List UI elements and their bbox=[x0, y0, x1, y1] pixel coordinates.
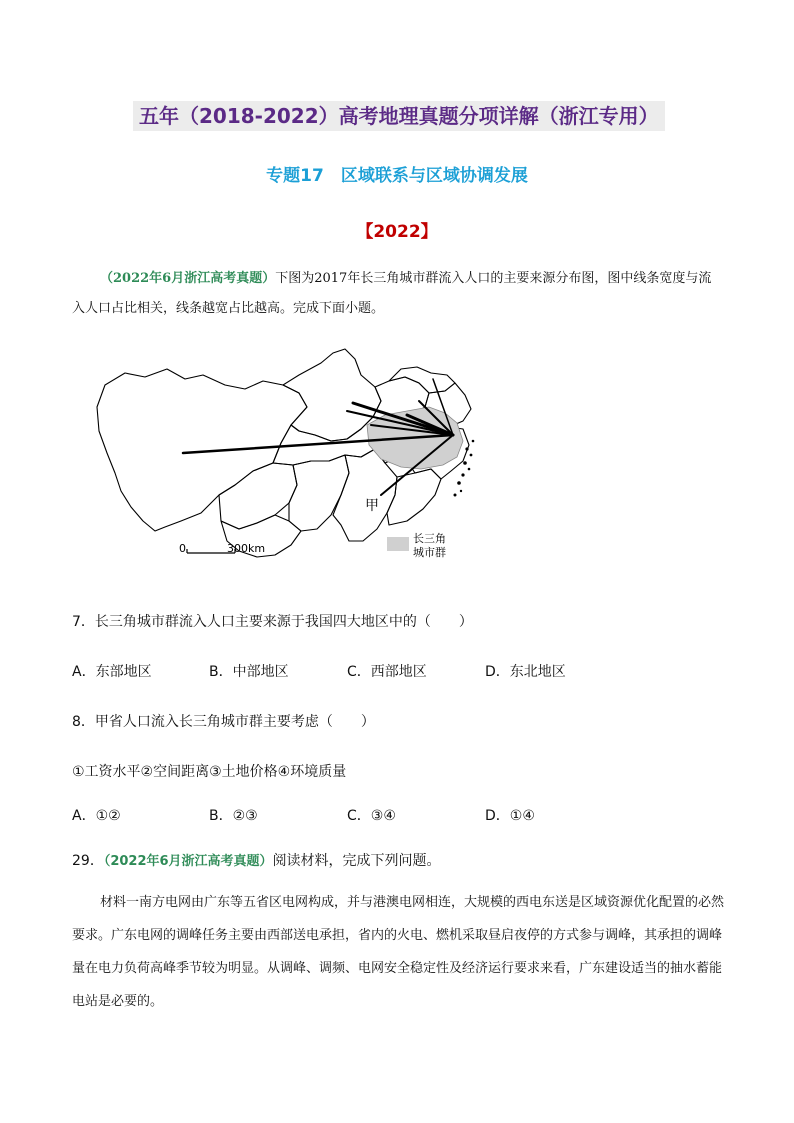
q8-option-c: C．③④ bbox=[347, 808, 396, 824]
intro-paragraph bbox=[72, 264, 724, 324]
section-title: 专题17 区域联系与区域协调发展 bbox=[266, 166, 528, 186]
main-title: 五年（2018-2022）高考地理真题分项详解（浙江专用） bbox=[133, 101, 665, 131]
question-8-stem: 8．甲省人口流入长三角城市群主要考虑（ ） bbox=[72, 714, 375, 730]
q8-option-a: A．①② bbox=[72, 808, 121, 824]
q29-text: 阅读材料，完成下列问题。 bbox=[272, 853, 441, 869]
flow-lines bbox=[183, 379, 453, 495]
q7-option-a: A．东部地区 bbox=[72, 664, 152, 680]
population-flow-map bbox=[85, 345, 485, 565]
intro-text: 下图为2017年长三角城市群流入人口的主要来源分布图，图中线条宽度与流入人口占比相关，线条越宽占比越高。完成下面小题。 bbox=[72, 271, 712, 316]
label-jia: 甲 bbox=[365, 498, 379, 514]
question-8-factors: ①工资水平②空间距离③土地价格④环境质量 bbox=[72, 764, 347, 780]
q8-option-b: B．②③ bbox=[209, 808, 258, 824]
legend-line2: 城市群 bbox=[413, 546, 446, 559]
legend-line1: 长三角 bbox=[413, 532, 446, 545]
intro-source: （2022年6月浙江高考真题） bbox=[100, 271, 276, 286]
year-heading: 【2022】 bbox=[356, 222, 438, 242]
q29-number: 29． bbox=[72, 853, 104, 869]
scale-bar bbox=[179, 542, 265, 555]
scale-zero: 0 bbox=[179, 542, 186, 555]
q7-option-b: B．中部地区 bbox=[209, 664, 289, 680]
scale-distance: 300km bbox=[227, 542, 266, 555]
q29-source: （2022年6月浙江高考真题） bbox=[103, 854, 273, 869]
question-7-stem: 7．长三角城市群流入人口主要来源于我国四大地区中的（ ） bbox=[72, 614, 473, 630]
map-legend bbox=[387, 531, 446, 559]
q7-option-c: C．西部地区 bbox=[347, 664, 427, 680]
legend-swatch bbox=[387, 537, 409, 551]
question-29-stem bbox=[72, 850, 441, 870]
q29-material bbox=[72, 886, 724, 1018]
q8-option-d: D．①④ bbox=[485, 808, 535, 824]
q7-option-d: D．东北地区 bbox=[485, 664, 566, 680]
material-text: 材料一南方电网由广东等五省区电网构成，并与港澳电网相连，大规模的西电东送是区域资源优化配置的必然要求。广东电网的调峰任务主要由西部送电承担，省内的火电、燃机采取昼启夜停的方式参与调峰，其承担的调峰量在电力负荷高峰季节较为明显。从调峰、调频、电网安全稳定性及经济运行要求来看，广东建设适当的抽水蓄能电站是必要的。 bbox=[72, 895, 725, 1009]
